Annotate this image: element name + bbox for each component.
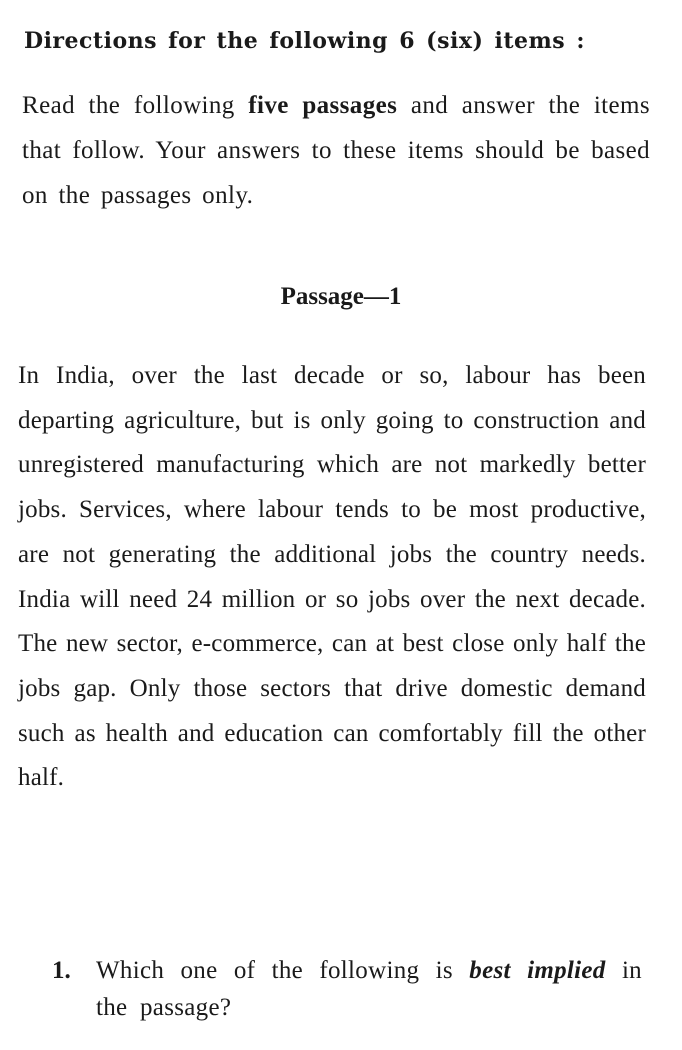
question-item [52,952,642,1026]
question-emphasis-best: best [469,957,511,984]
directions-body [22,83,650,218]
question-text-end: in the passage? [96,957,642,1021]
question-text [96,952,642,1026]
question-number: 1. [52,957,71,984]
passage-text: In India, over the last decade or so, labour has been departing agriculture, but is only going to construction and unregistered manufacturing which are not markedly better jobs. Services, where labour tends to be most productive, are not generating the additional jobs the country needs. India will need 24 million or so jobs over the next decade. The new sector, e-commerce, can at best close only half the jobs gap. Only those sectors that drive domestic demand such as health and education can comfortably fill the other half. [18,362,646,792]
directions-text-start: Read the following [22,92,249,119]
passage-title: Passage—1 [280,283,402,310]
directions-heading: Directions for the following 6 (six) items : [24,28,585,54]
question-text-start: Which one of the following is [96,957,470,984]
directions-bold-text: five passages [248,92,398,119]
directions-text-end: and answer the items that follow. Your answers to these items should be based on the passages only. [22,92,650,209]
question-emphasis-implied: implied [527,957,606,984]
